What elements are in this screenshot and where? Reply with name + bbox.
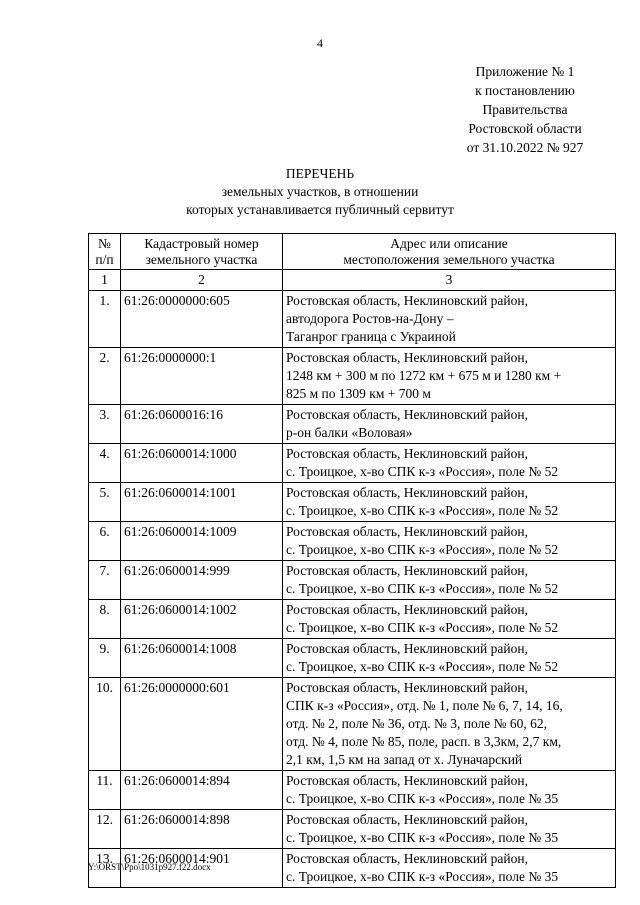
address-line: Ростовская область, Неклиновский район, [286,773,528,788]
address-description [283,444,616,483]
address-line: Ростовская область, Неклиновский район, [286,293,528,308]
address-line: 1248 км + 300 м по 1272 км + 675 м и 1280 км + [286,368,562,383]
address-line: отд. № 2, поле № 36, отд. № 3, поле № 60, 62, [286,716,548,731]
table-row [89,444,616,483]
address-description [283,600,616,639]
row-number: 12. [89,810,121,849]
row-number: 11. [89,771,121,810]
appendix-line: от 31.10.2022 № 927 [466,140,584,155]
address-description [283,348,616,405]
address-line: Ростовская область, Неклиновский район, [286,524,528,539]
row-number: 6. [89,522,121,561]
address-description [283,771,616,810]
address-line: Ростовская область, Неклиновский район, [286,602,528,617]
address-line: отд. № 4, поле № 85, поле, расп. в 3,3км, 2,7 км, [286,734,562,749]
table-row [89,771,616,810]
address-line: Ростовская область, Неклиновский район, [286,446,528,461]
address-line: Ростовская область, Неклиновский район, [286,350,528,365]
address-description [283,522,616,561]
cadastral-number: 61:26:0000000:1 [121,348,283,405]
address-line: с. Троицкое, х-во СПК к-з «Россия», поле № 35 [286,791,559,806]
table-row [89,600,616,639]
cadastral-number: 61:26:0600014:1000 [121,444,283,483]
address-description [283,849,616,888]
appendix-line: Правительства [482,102,568,117]
cadastral-number: 61:26:0600014:1001 [121,483,283,522]
index-cell: 1 [89,270,121,291]
address-description [283,291,616,348]
cadastral-number: 61:26:0600014:999 [121,561,283,600]
address-line: Ростовская область, Неклиновский район, [286,563,528,578]
page-number: 4 [317,36,323,50]
address-line: автодорога Ростов-на-Дону – [286,311,454,326]
address-description [283,678,616,771]
address-line: СПК к-з «Россия», отд. № 1, поле № 6, 7, 14, 16, [286,698,563,713]
table-row [89,810,616,849]
address-line: Ростовская область, Неклиновский район, [286,812,528,827]
footer-file-path: Y:\ORST\Ppo\1031p927.f22.docx [88,862,211,872]
address-line: с. Троицкое, х-во СПК к-з «Россия», поле № 52 [286,581,559,596]
table-row [89,483,616,522]
address-description [283,405,616,444]
title-line: которых устанавливается публичный сервитут [186,202,454,217]
land-plot-table [88,233,616,888]
address-description [283,483,616,522]
address-line: с. Троицкое, х-во СПК к-з «Россия», поле № 52 [286,503,559,518]
header-cadastral: Кадастровый номер земельного участка [121,234,283,270]
table-row [89,405,616,444]
address-line: Ростовская область, Неклиновский район, [286,680,528,695]
address-line: Ростовская область, Неклиновский район, [286,485,528,500]
table-index-row [89,270,616,291]
table-header-row [89,234,616,270]
appendix-block [440,62,610,157]
address-line: 825 м по 1309 км + 700 м [286,386,431,401]
row-number: 1. [89,291,121,348]
table-row [89,678,616,771]
address-line: Таганрог граница с Украиной [286,329,456,344]
address-description [283,639,616,678]
title-heading: ПЕРЕЧЕНЬ [285,166,355,181]
row-number: 9. [89,639,121,678]
table-body [89,291,616,888]
cadastral-number: 61:26:0600014:1008 [121,639,283,678]
row-number: 13. [89,849,121,888]
table-row [89,561,616,600]
row-number: 4. [89,444,121,483]
table-row [89,348,616,405]
table-row [89,639,616,678]
document-title [0,165,640,219]
appendix-line: Ростовской области [468,121,582,136]
address-line: с. Троицкое, х-во СПК к-з «Россия», поле № 52 [286,464,559,479]
cadastral-number: 61:26:0600016:16 [121,405,283,444]
address-line: с. Троицкое, х-во СПК к-з «Россия», поле № 35 [286,830,559,845]
cadastral-number: 61:26:0600014:894 [121,771,283,810]
row-number: 2. [89,348,121,405]
appendix-line: Приложение № 1 [475,64,575,79]
address-description [283,561,616,600]
table-row [89,291,616,348]
header-num: № п/п [89,234,121,270]
address-line: с. Троицкое, х-во СПК к-з «Россия», поле № 52 [286,659,559,674]
address-description [283,810,616,849]
address-line: с. Троицкое, х-во СПК к-з «Россия», поле № 52 [286,542,559,557]
address-line: р-он балки «Воловая» [286,425,413,440]
address-line: с. Троицкое, х-во СПК к-з «Россия», поле № 35 [286,869,559,884]
cadastral-number: 61:26:0000000:605 [121,291,283,348]
address-line: Ростовская область, Неклиновский район, [286,851,528,866]
title-line: земельных участков, в отношении [221,184,419,199]
cadastral-number: 61:26:0600014:898 [121,810,283,849]
cadastral-number: 61:26:0600014:901 [121,849,283,888]
header-address: Адрес или описание местоположения земельного участка [283,234,616,270]
address-line: 2,1 км, 1,5 км на запад от х. Луначарский [286,752,523,767]
index-cell: 2 [121,270,283,291]
table-row [89,522,616,561]
index-cell: 3 [283,270,616,291]
address-line: Ростовская область, Неклиновский район, [286,641,528,656]
row-number: 8. [89,600,121,639]
address-line: с. Троицкое, х-во СПК к-з «Россия», поле № 52 [286,620,559,635]
address-line: Ростовская область, Неклиновский район, [286,407,528,422]
cadastral-number: 61:26:0000000:601 [121,678,283,771]
row-number: 5. [89,483,121,522]
cadastral-number: 61:26:0600014:1009 [121,522,283,561]
appendix-line: к постановлению [475,83,575,98]
cadastral-number: 61:26:0600014:1002 [121,600,283,639]
row-number: 10. [89,678,121,771]
row-number: 3. [89,405,121,444]
row-number: 7. [89,561,121,600]
